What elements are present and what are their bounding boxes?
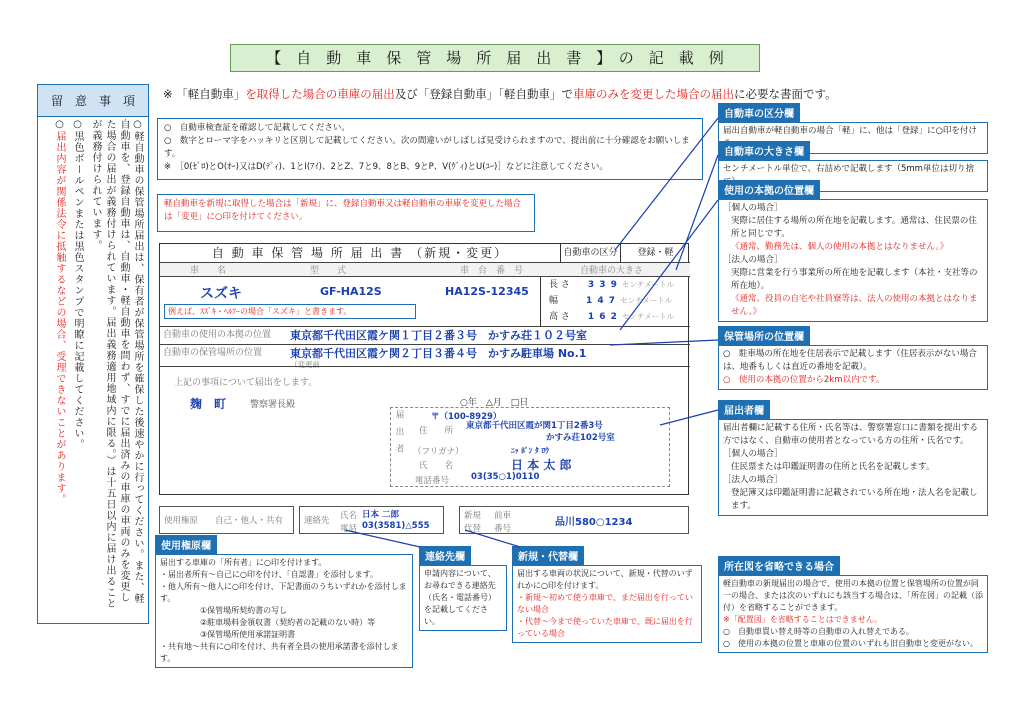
contact-label: 連絡先 [304,516,330,526]
notice-header: 留 意 事 項 [38,85,148,117]
panel-contact: 連絡先欄 申請内容について、お尋ねできる連絡先（氏名・電話番号）を記載してください。 [419,546,507,631]
class-value: 登録・軽 [620,244,690,262]
use-place-label: 自動車の使用の本拠の位置 [163,330,272,340]
panel-omit: 所在図を省略できる場合 軽自動車の新規届出の場合で、使用の本拠の位置と保管場所の位置が同一の場合、または次のいずれにも該当する場合は、「所在図」の記載（添付）を省略することができます。 ※「配置図」を省略することはできません。 ○ 自動車買い替え時等の自動車の入れ替えである。 ○ 使用の本拠の位置と車庫の位置のいずれも旧自動車と変更がない。 [718,556,988,653]
prev-number: 品川580○1234 [555,517,633,528]
right-options: 自己・他人・共有 [215,516,284,526]
tel-label: 電話番号 [415,476,450,486]
notice-item-2: ○黒色ボールペンまたは黒色スタンプで明瞭に記載してください。 [72,119,83,450]
applicant-label: 届 出 者 [394,410,404,453]
name-hint: 例えば、ｽｽﾞｷ・ﾍﾙﾌｰの場合「スズキ」と書きます。 [164,304,416,319]
class-label: 自動車の区分 [560,244,620,262]
panel-storage: 保管場所の位置欄 ○ 駐車場の所在地を住居表示で記載します（住居表示がない場合は、地番もしくは直近の番地を記載）。 ○ 使用の本拠の位置から2km以内です。 [718,326,988,390]
report-text: 上記の事項について届出をします。 [174,378,318,388]
notice-item-3: ○届出内容が関係法令に抵触するなどの場合、受理できないことがあります。 [54,119,65,505]
panel-applicant: 届出者欄 届出者欄に記載する住所・氏名等は、警察署窓口に書類を提出する方ではなく、自動車の使用者となっている方の住所・氏名です。 ［個人の場合］ 住民票または印鑑証明書の住所と氏名を記載します。 ［法人の場合］ 登記簿又は印鑑証明書に記載されている所在地・法人名を記載します。 [718,400,988,516]
notice-item-1: ○軽自動車の保管場所届出は、保有者が保管場所を確保した後速やかに行ってください。また、軽自動車を、登録自動車は、自動車・軽自動車を問わず、すでに届出済みの車庫の車両のみを変更した場合の届出が義務付けられています。届出義務適用地域内に限る。）は十五日以内に届け出ることが義務付けられています。 [90,119,143,609]
car-chassis: HA12S-12345 [445,285,529,298]
contact-name: 日本 二郎 [362,510,399,520]
police-label: 警察署長殿 [250,400,296,410]
h-type: 型 式 [310,266,347,276]
panel-size: 自動車の大きさ欄 センチメートル単位で、右詰めで記載します（5mm単位は切り捨 [718,141,988,192]
page-title: 【 自 動 車 保 管 場 所 届 出 書 】 の 記 載 例 [266,49,724,67]
new-vehicle-note: 軽自動車を新規に取得した場合は「新規」に、登録自動車又は軽自動車の車庫を変更した場合は「変更」に○印を付けてください。 [157,194,535,232]
car-name: スズキ [200,286,242,302]
form-bottom-row: 使用権原 自己・他人・共有 連絡先 氏名 日本 二郎 電話 03(3581)△555 新規 代替 前車 番号 品川580○1234 [159,506,689,534]
panel-use-place: 使用の本拠の位置欄 ［個人の場合］ 実際に居住する場所の所在地を記載します。通常は、住民票の住所と同じです。 《通常、勤務先は、個人の使用の本拠とはなりません。》 ［法人の場合］ 実際に営業を行う事業所の所在地を記載します（本社・支社等の所在地）。 《通常、役員の自宅や社員寮等は、法人の使用の本拠とはなりません。》 [718,180,988,322]
storage-label: 自動車の保管場所の位置 [163,348,263,358]
police-name: 麹 町 [190,397,227,411]
use-place-value: 東京都千代田区霞ケ関１丁目２番３号 かすみ荘１０２号室 [290,329,587,342]
subtitle: ※ 「軽自動車」を取得した場合の車庫の届出及び「登録自動車」「軽自動車」で車庫のみを変更した場合の届出に必要な書面です。 [163,87,837,101]
form-title: 自 動 車 保 管 場 所 届 出 書 [211,246,405,260]
h-name: 車 名 [190,266,227,276]
addr-label: 住 所 [419,426,454,436]
addr1: 東京都千代田区霞が関1丁目2番3号 [466,421,603,431]
date: ○年 △月 □日 [460,398,529,408]
addr2: かすみ荘102号室 [546,433,615,443]
new-change: （新規・変更） [410,246,509,260]
h-chassis: 車 台 番 号 [460,266,524,276]
panel-new-swap: 新規・代替欄 届出する車両の状況について、新規・代替のいずれかに○印を付けます。 ・新規～初めて使う車庫で、まだ届出を行っていない場合 ・代替～今まで使っていた車庫で、既に届出を行っている場合 [512,546,702,643]
tel: 03(35○1)0110 [471,472,540,482]
intro-panel: ○ 自動車検査証を確認して記載してください。 ○ 数字とローマ字をハッキリと区別して記載してください。次の間違いがしばしば見受けられますので、提出前に十分確認をお願いします。 ※ ［0(ｾﾞﾛ)とO(ｵｰ)又はD(ﾃﾞｨ)、1とI(ｱｲ)、2とZ、7と9、8とB、9とP、V(ｳﾞｨ)とU(ﾕｰ)］などに注意してください。 [157,118,703,180]
zip: 〒（100-8929） [431,412,502,422]
applicant-name: 日 本 太 郎 [511,458,572,472]
storage-prev: （変更前 [290,360,320,369]
furigana: ﾆｯ ﾎﾟﾝ ﾀ ﾛｳ [511,446,549,455]
right-label: 使用権原 [164,516,199,526]
panel-right-of-use: 使用権原欄 届出する車庫の「所有者」に○印を付けます。 ・届出者所有～自己に○印を付け、「自認書」を添付します。 ・他人所有～他人に○印を付け、下記書面のうちいずれかを添付します。 ①保管場所契約書の写し ②駐車場料金領収書（契約者の記載のない時）等 ③保管場所使用承諾証明書 ・共有地～共有に○印を付け、共有者全員の使用承諾書を添付します。 [155,535,413,668]
storage-value: 東京都千代田区霞ケ関２丁目３番４号 かすみ駐車場 No.1 [290,347,587,360]
car-type: GF-HA12S [320,285,382,298]
furigana-label: （フリガナ） [413,447,464,457]
name-label: 氏 名 [419,461,454,471]
h-size: 自動車の大きさ [580,266,644,276]
form: 自 動 車 保 管 場 所 届 出 書 （新規・変更） 自動車の区分 登録・軽 車 名 型 式 車 台 番 号 自動車の大きさ スズキ GF-HA12S HA12S-12345 例えば、ｽｽﾞｷ・ﾍﾙﾌｰの場合「スズキ」と書きます。 長 さ 3 3 9 センチメートル 幅 1 4 7 センチメートル 高 さ 1 6 2 センチメートル 自動車の使用の本拠の位置 東京都千代田区霞ケ関１丁目２番３号 かすみ荘１０２号室 自動車の保管場所の位置 東京都千代田区霞ケ関２丁目３番４号 かすみ駐車場 No.1 （変更前 上記の事項について届出をします。 ○年 △月 □日 麹 町 警察署長殿 届 出 者 〒（100-8929） 住 所 東京都千代田区霞が関1丁目2番3号 かすみ荘102号室 （フリガナ） ﾆｯ ﾎﾟﾝ ﾀ ﾛｳ 氏 名 日 本 太 郎 電話番号 03(35○1)0110 [159,243,689,495]
panel-class: 自動車の区分欄 届出自動車が軽自動車の場合「軽」に、他は「登録」に○印を付け [718,103,988,154]
contact-tel: 03(3581)△555 [362,521,430,531]
